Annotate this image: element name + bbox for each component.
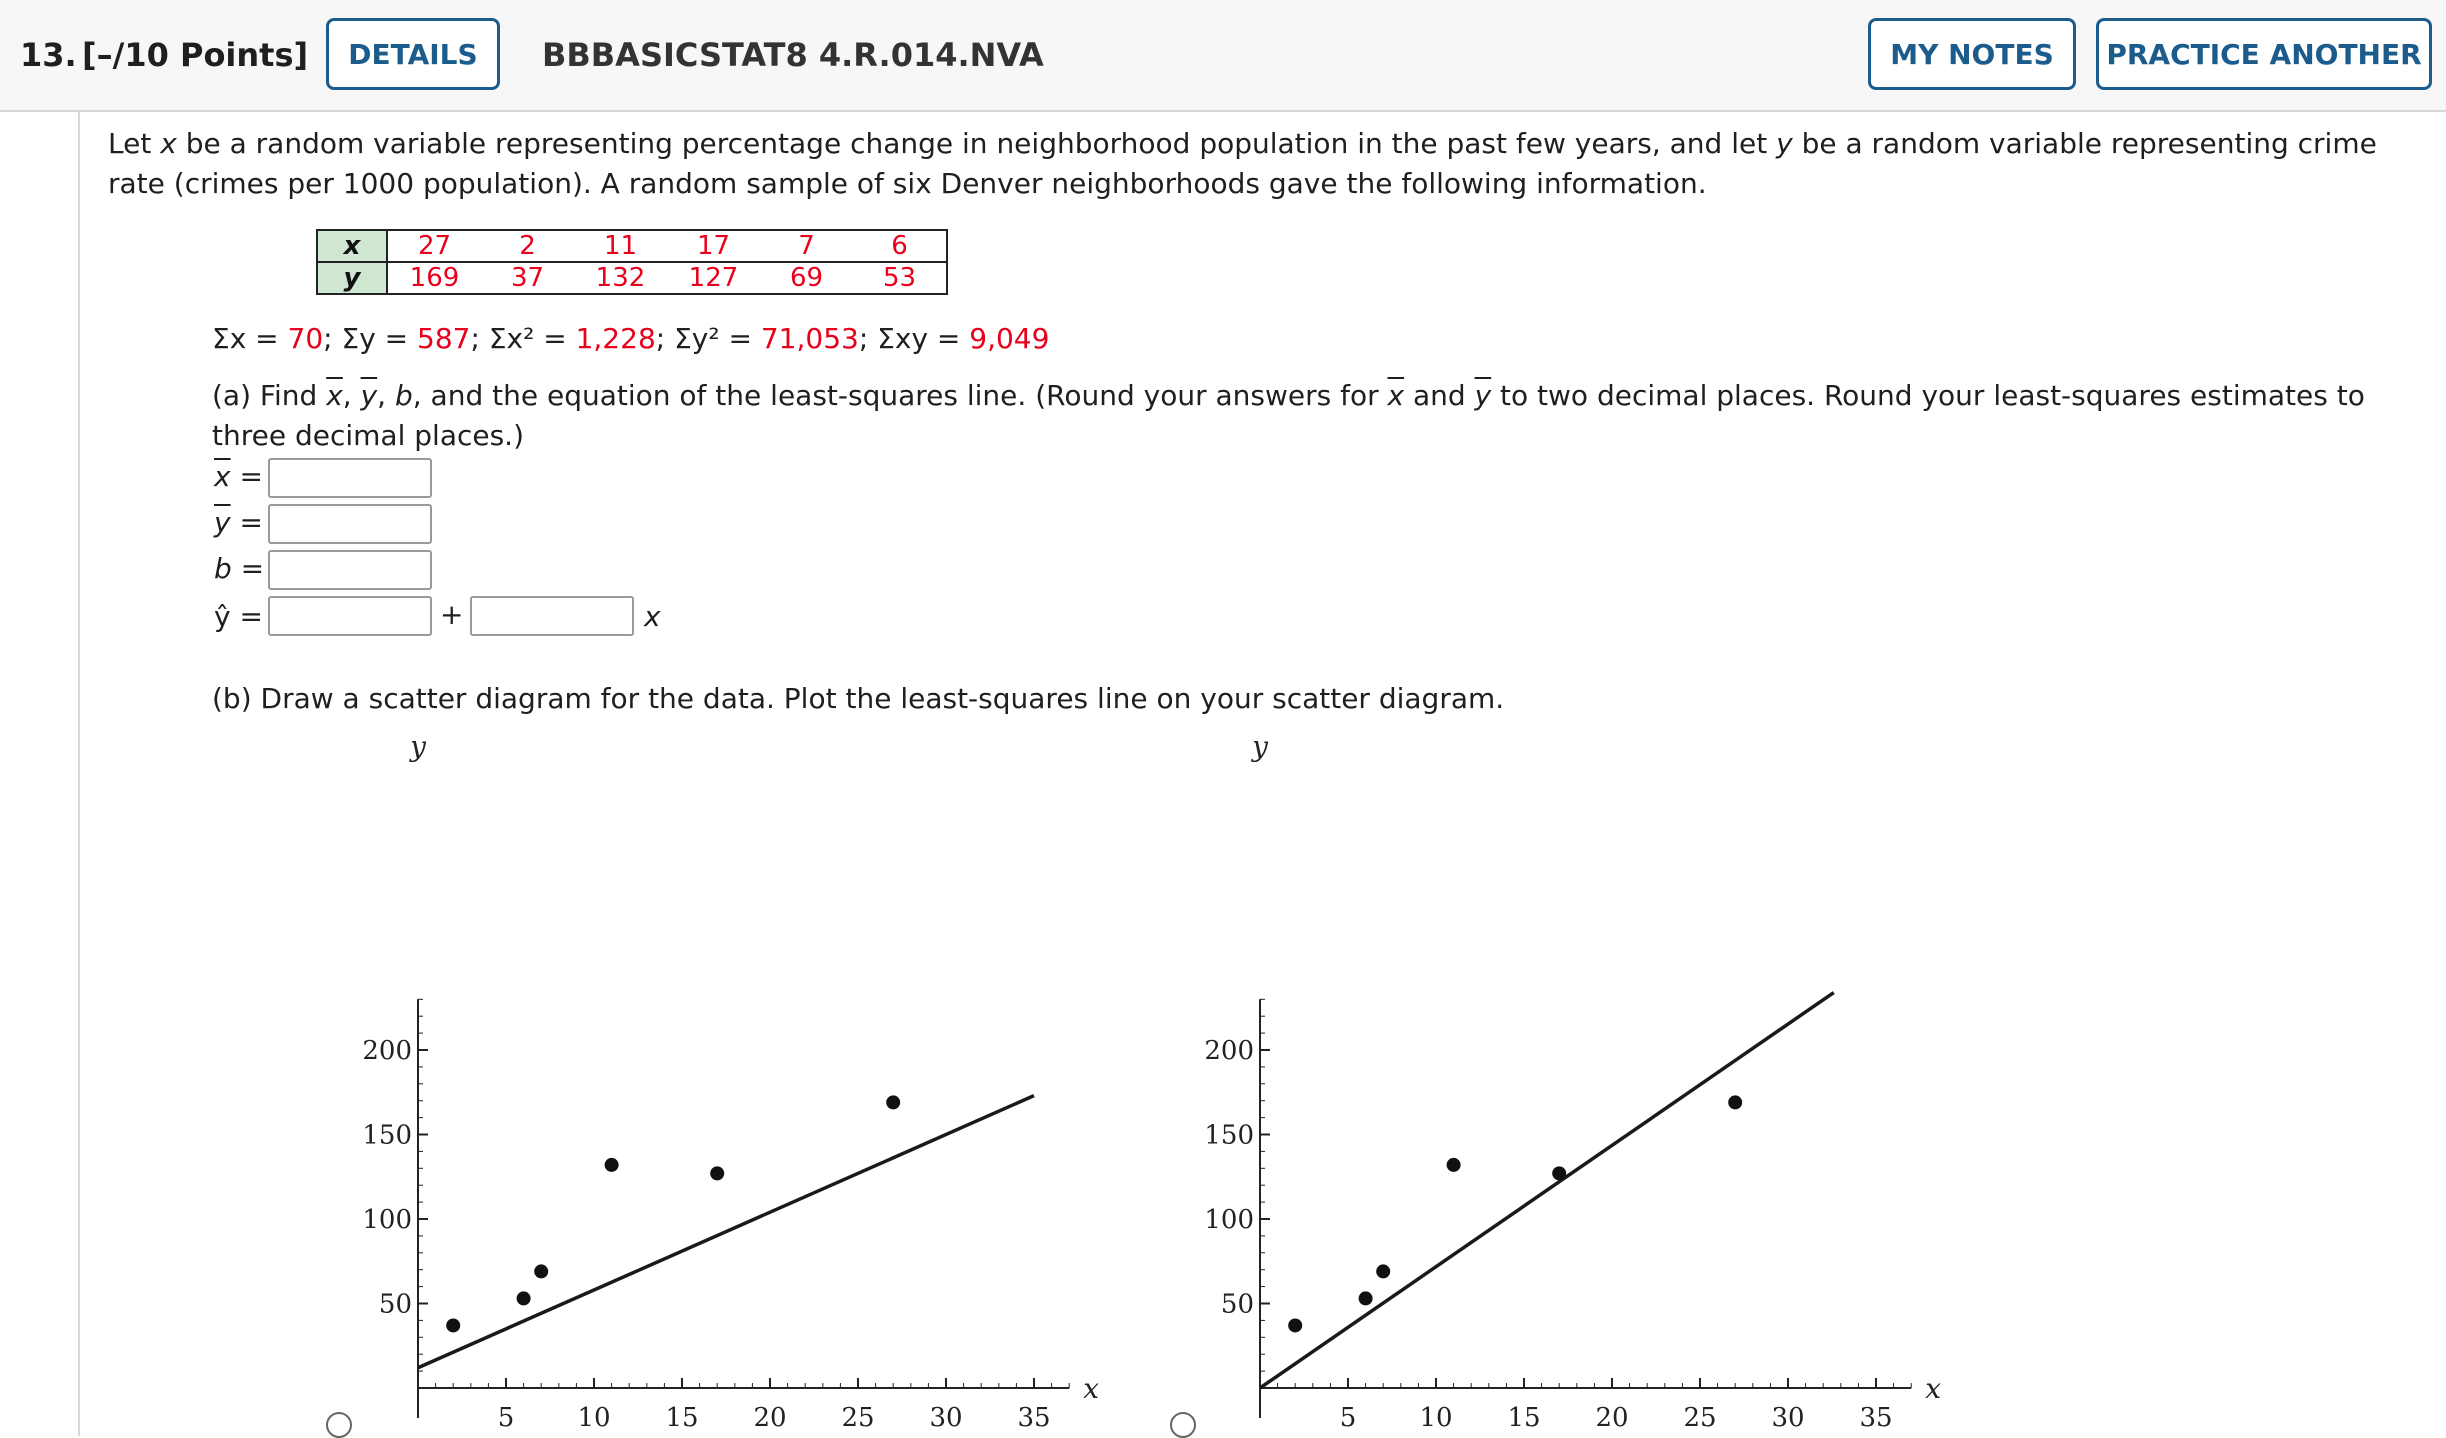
table-cell: 17	[667, 230, 760, 262]
part-b-instructions: (b) Draw a scatter diagram for the data. Plot the least-squares line on your scatter diagram.	[212, 682, 1505, 715]
question-points: [–/10 Points]	[82, 36, 309, 74]
data-point	[710, 1166, 724, 1180]
y-tick-label: 200	[1204, 1036, 1254, 1066]
question-header	[0, 0, 2446, 112]
y-axis-label: y	[410, 730, 426, 763]
question-number: 13.	[20, 36, 77, 74]
x-tick-label: 5	[1339, 1403, 1357, 1433]
y-tick-label: 200	[362, 1036, 412, 1066]
x-tick-label: 20	[1595, 1403, 1629, 1433]
y-axis-label: y	[1252, 730, 1268, 763]
table-cell: 132	[574, 262, 667, 294]
x-tick-label: 25	[841, 1403, 875, 1433]
x-tick-label: 15	[1507, 1403, 1541, 1433]
problem-code: BBBASICSTAT8 4.R.014.NVA	[542, 36, 1044, 74]
slope-answer-input[interactable]	[470, 596, 634, 636]
table-row-x	[317, 230, 947, 262]
table-cell: 37	[481, 262, 574, 294]
x-variable: x	[644, 600, 661, 633]
y-tick-label: 100	[362, 1205, 412, 1235]
x-tick-label: 35	[1859, 1403, 1893, 1433]
scatter-plot-option-1	[330, 720, 1100, 1436]
regression-line	[1260, 993, 1834, 1388]
x-tick-label: 20	[753, 1403, 787, 1433]
x-axis-label: x	[1083, 1372, 1100, 1405]
data-point	[1376, 1264, 1390, 1278]
details-button[interactable]: DETAILS	[326, 18, 500, 90]
regression-line	[418, 1096, 1034, 1368]
x-axis-label: x	[1925, 1372, 1942, 1405]
summary-statistics: Σx = 70; Σy = 587; Σx² = 1,228; Σy² = 71,053; Σxy = 9,049	[212, 322, 1050, 355]
option-1-radio[interactable]	[326, 1412, 352, 1438]
xbar-label: $\overline{x}$ =	[214, 460, 263, 493]
option-2-radio[interactable]	[1170, 1412, 1196, 1438]
table-cell: 7	[760, 230, 853, 262]
x-tick-label: 10	[577, 1403, 611, 1433]
table-cell: 53	[853, 262, 947, 294]
b-answer-input[interactable]	[268, 550, 432, 590]
data-point	[605, 1158, 619, 1172]
data-point	[1552, 1166, 1566, 1180]
ybar-answer-input[interactable]	[268, 504, 432, 544]
x-tick-label: 25	[1683, 1403, 1717, 1433]
x-tick-label: 10	[1419, 1403, 1453, 1433]
table-cell: 169	[387, 262, 481, 294]
x-tick-label: 15	[665, 1403, 699, 1433]
table-row-y	[317, 262, 947, 294]
data-point	[446, 1318, 460, 1332]
x-tick-label: 35	[1017, 1403, 1051, 1433]
data-point	[886, 1095, 900, 1109]
b-label: b =	[214, 552, 265, 585]
x-tick-label: 30	[929, 1403, 963, 1433]
ybar-label: $\overline{y}$ =	[214, 506, 263, 539]
data-point	[1447, 1158, 1461, 1172]
part-a-instructions: (a) Find $\overline{x}$, $\overline{y}$, b, and the equation of the least-squares line. (Round your answers for $\overline{x}$ and $\overline{y}$ to two decimal places. Round your least-squares estimates to three decimal places.)	[212, 379, 2365, 452]
table-cell: 69	[760, 262, 853, 294]
intercept-answer-input[interactable]	[268, 596, 432, 636]
table-cell: 127	[667, 262, 760, 294]
x-tick-label: 5	[497, 1403, 515, 1433]
y-tick-label: 50	[1220, 1289, 1254, 1320]
y-tick-label: 100	[1204, 1205, 1254, 1235]
table-header-y: y	[317, 262, 387, 294]
yhat-label: ŷ =	[214, 600, 263, 633]
y-tick-label: 150	[362, 1120, 412, 1151]
data-point	[517, 1291, 531, 1305]
data-point	[534, 1264, 548, 1278]
table-cell: 2	[481, 230, 574, 262]
x-tick-label: 30	[1771, 1403, 1805, 1433]
problem-prompt: Let x be a random variable representing percentage change in neighborhood population in the past few years, and let y be a random variable representing crime rate (crimes per 1000 population). A random sample of six Denver neighborhoods gave the following information.	[108, 127, 2377, 200]
data-point	[1288, 1318, 1302, 1332]
table-cell: 27	[387, 230, 481, 262]
content-left-rule	[78, 112, 80, 1436]
data-point	[1728, 1095, 1742, 1109]
practice-another-button[interactable]: PRACTICE ANOTHER	[2096, 18, 2432, 90]
table-header-x: x	[317, 230, 387, 262]
y-tick-label: 150	[1204, 1120, 1254, 1151]
scatter-plot-option-2	[1172, 720, 1942, 1436]
y-tick-label: 50	[378, 1289, 412, 1320]
data-table	[316, 229, 948, 295]
xbar-answer-input[interactable]	[268, 458, 432, 498]
my-notes-button[interactable]: MY NOTES	[1868, 18, 2076, 90]
plus-sign: +	[440, 598, 464, 631]
table-cell: 11	[574, 230, 667, 262]
data-point	[1359, 1291, 1373, 1305]
table-cell: 6	[853, 230, 947, 262]
